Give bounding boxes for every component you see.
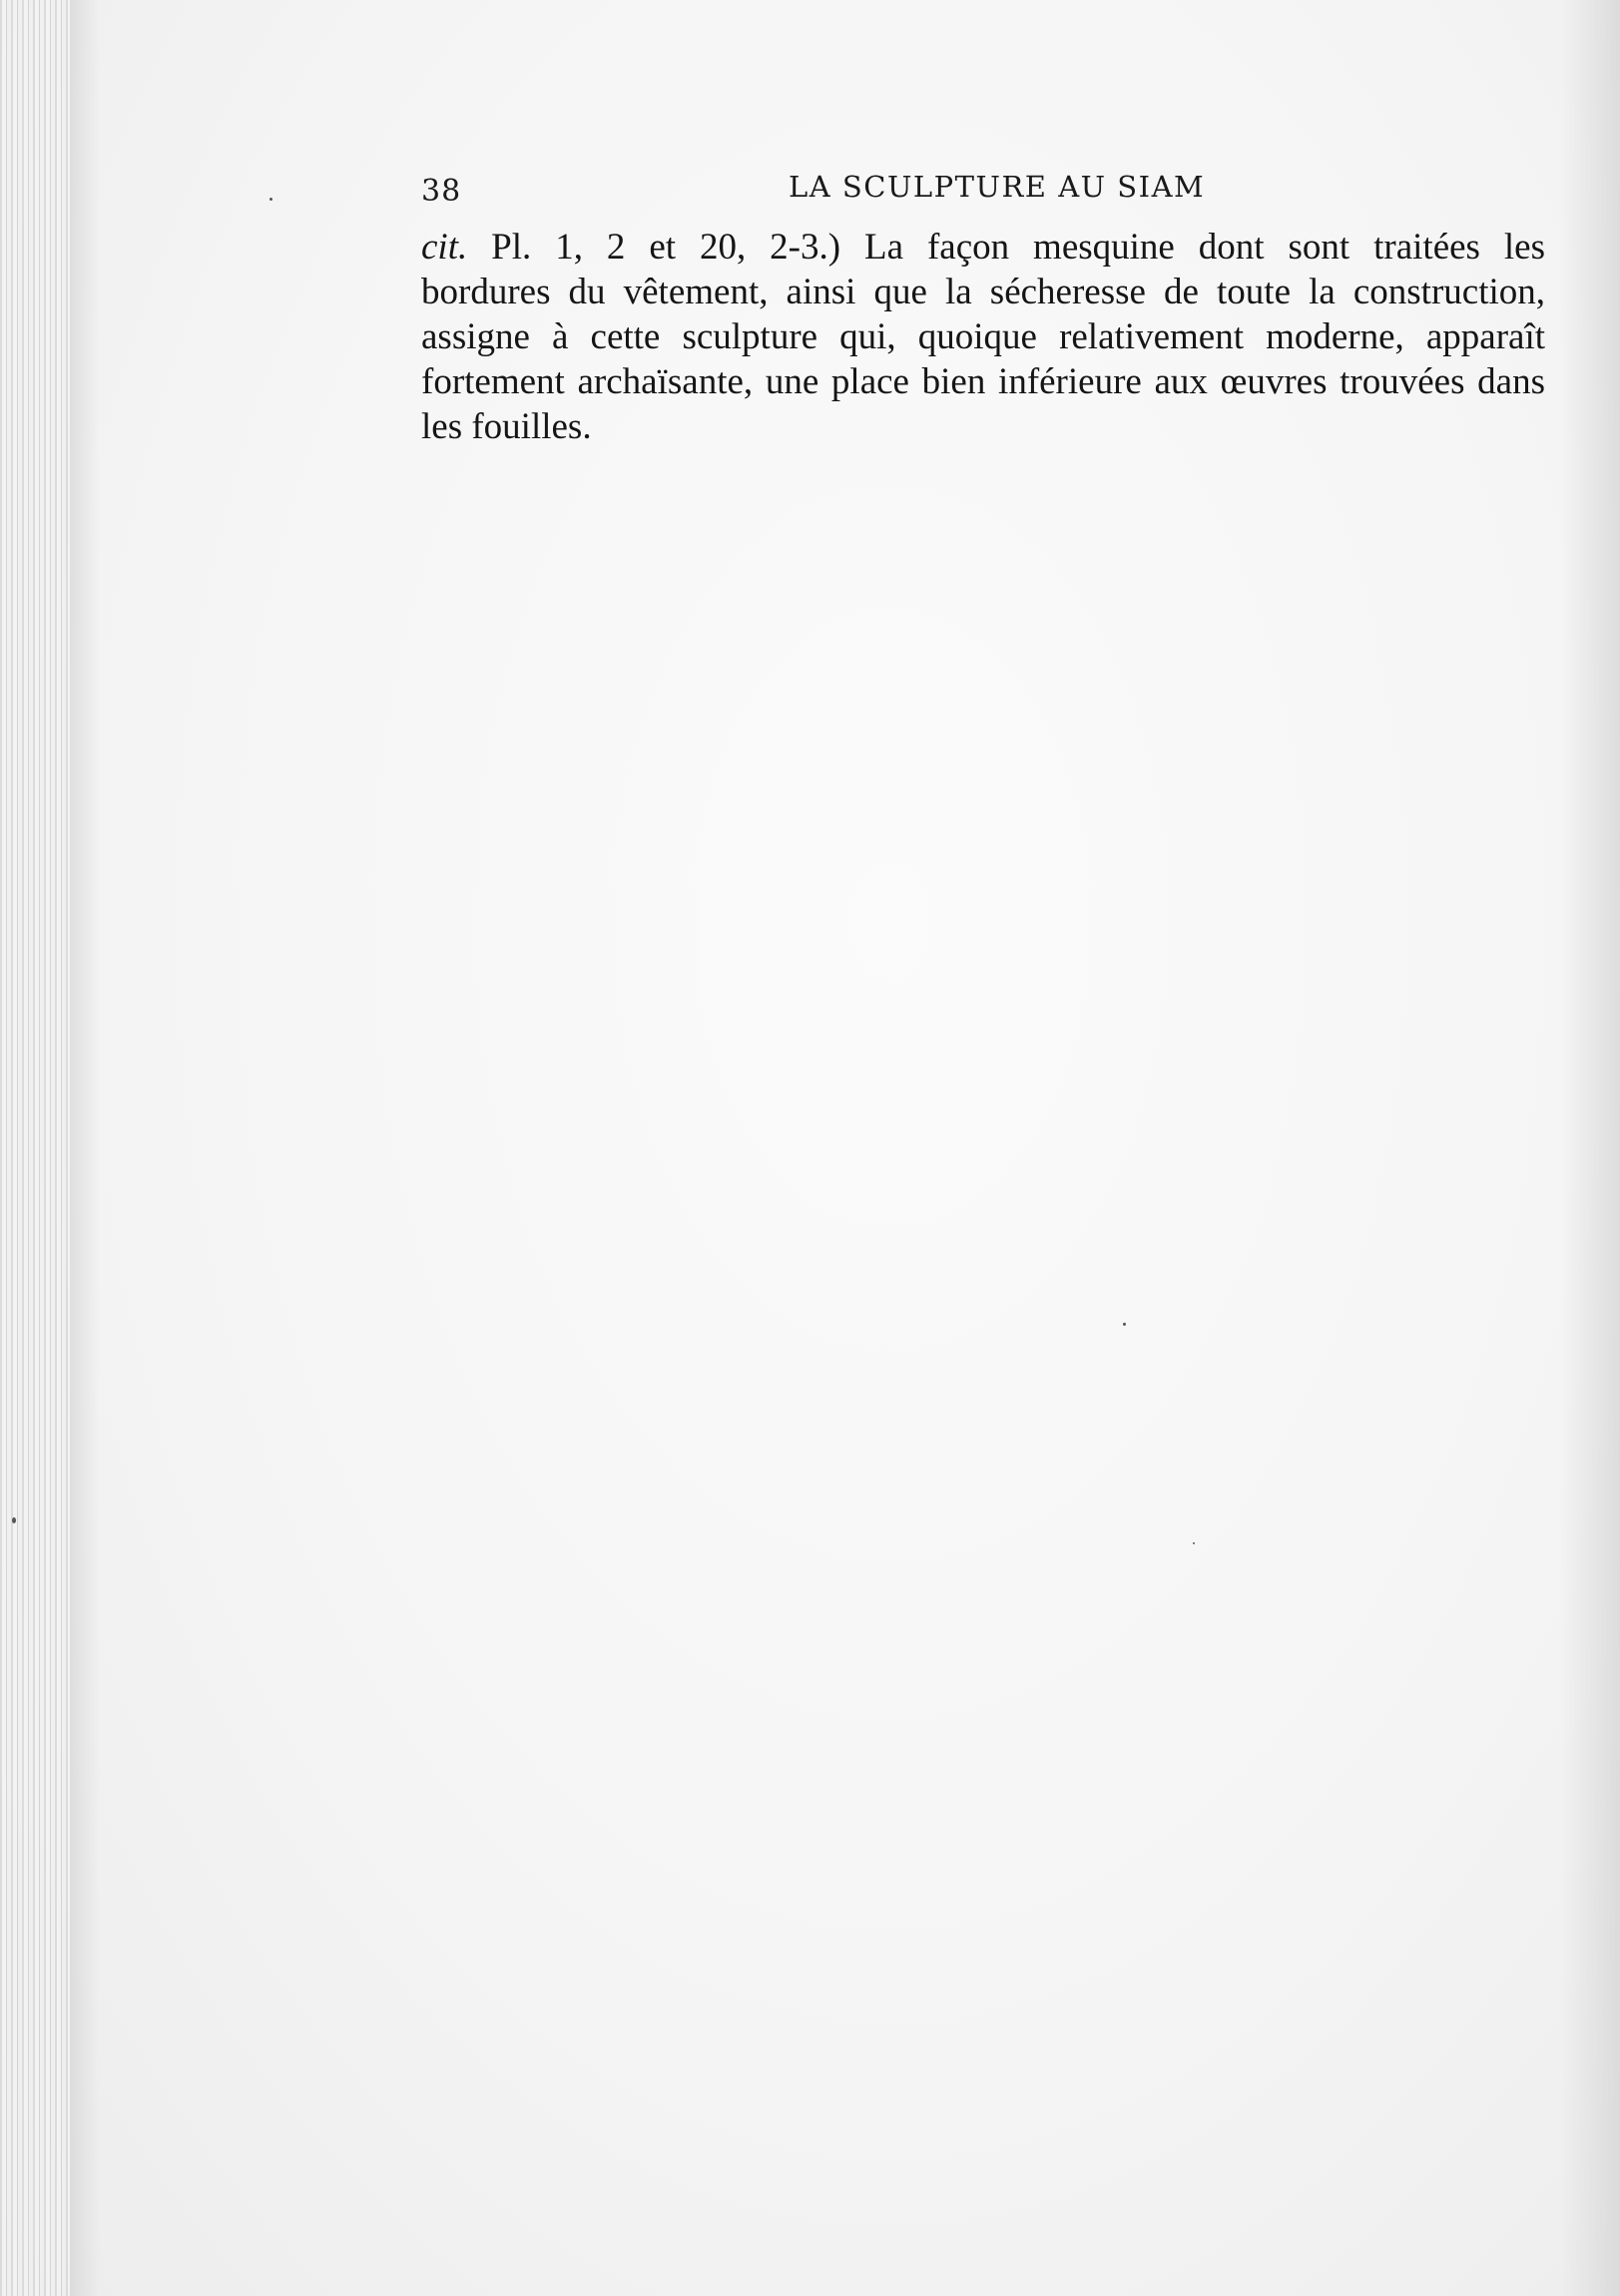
page-header	[421, 170, 1545, 210]
line-text: assigne à cette sculpture qui, quoique relativement moderne, apparaît	[421, 316, 1545, 357]
body-paragraph	[421, 225, 1545, 449]
paper-speck	[1123, 1323, 1126, 1326]
line-text: fortement archaïsante, une place bien inférieure aux œuvres trouvées dans	[421, 361, 1545, 402]
page-shadow	[1560, 0, 1620, 2296]
italic-citation: cit.	[421, 227, 468, 268]
text-line	[421, 404, 1545, 449]
paper-speck	[12, 1517, 16, 1523]
paper-speck	[1193, 1542, 1195, 1544]
page-edges	[0, 0, 70, 2296]
text-line	[421, 359, 1545, 404]
line-text: les fouilles.	[421, 406, 592, 447]
page-number: 38	[421, 174, 462, 209]
running-head: LA SCULPTURE AU SIAM	[789, 170, 1206, 204]
text-line	[421, 225, 1545, 270]
line-text: bordures du vêtement, ainsi que la sécheresse de toute la construction,	[421, 272, 1545, 312]
text-line	[421, 314, 1545, 359]
paper-speck	[270, 198, 272, 201]
text-line	[421, 270, 1545, 314]
line-text: Pl. 1, 2 et 20, 2-3.) La façon mesquine dont sont traitées les	[467, 227, 1545, 268]
